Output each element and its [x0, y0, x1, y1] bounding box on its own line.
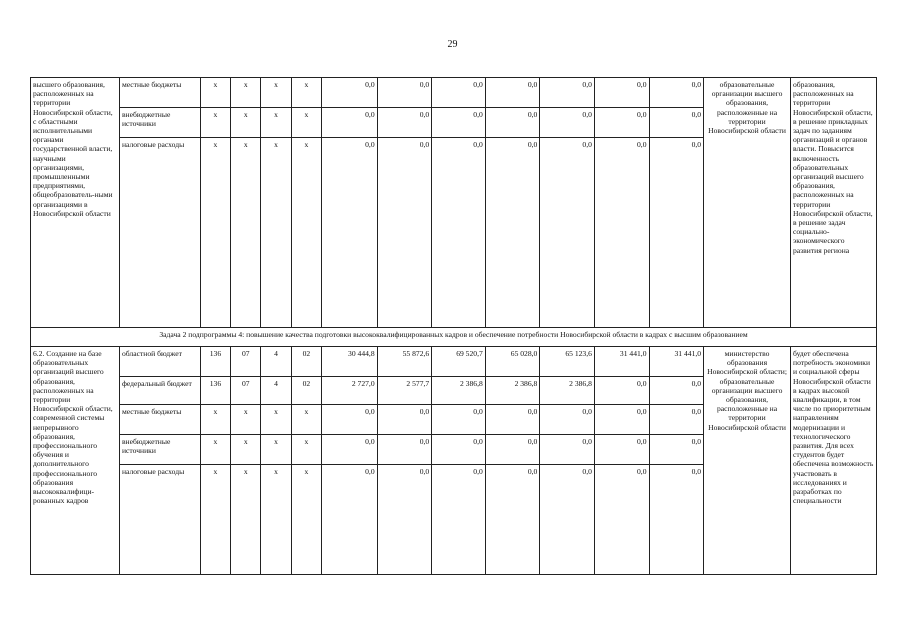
section2-executor: министерство образования Новосибирской области; образовательные организации высшего образования, расположенные на территории Новосибирской области: [704, 347, 791, 575]
amount-cell: 0,0: [377, 78, 432, 108]
funding-source: внебюджетные источники: [119, 435, 200, 465]
amount-cell: 0,0: [649, 435, 704, 465]
amount-cell: 0,0: [649, 465, 704, 575]
amount-cell: 0,0: [485, 405, 540, 435]
budget-code: x: [261, 138, 291, 328]
amount-cell: 0,0: [432, 138, 486, 328]
amount-cell: 31 441,0: [594, 347, 649, 377]
amount-cell: 2 386,8: [432, 377, 486, 405]
budget-code: x: [291, 138, 321, 328]
amount-cell: 0,0: [540, 138, 595, 328]
amount-cell: 0,0: [594, 435, 649, 465]
budget-code: x: [231, 78, 261, 108]
budget-code: x: [261, 108, 291, 138]
amount-cell: 2 577,7: [377, 377, 432, 405]
amount-cell: 0,0: [377, 138, 432, 328]
section2-row: [31, 347, 877, 377]
amount-cell: 0,0: [432, 435, 486, 465]
amount-cell: 0,0: [432, 78, 486, 108]
amount-cell: 0,0: [594, 405, 649, 435]
budget-code: 07: [231, 347, 261, 377]
budget-code: x: [291, 465, 321, 575]
budget-code: 4: [261, 347, 291, 377]
budget-code: 07: [231, 377, 261, 405]
amount-cell: 0,0: [594, 377, 649, 405]
budget-code: x: [200, 435, 230, 465]
budget-code: x: [200, 108, 230, 138]
section1-executor: образовательные организации высшего образования, расположенные на территории Новосибирской области: [704, 78, 791, 328]
budget-code: x: [291, 108, 321, 138]
section1-row: [31, 78, 877, 108]
amount-cell: 0,0: [594, 138, 649, 328]
section1-description: высшего образования, расположенных на территории Новосибирской области, с областными исполнительными органами государственной власти, научными организациями, промышленными предприятиями, общеобразователь-ными организациями в Новосибирской области: [31, 78, 120, 328]
section1-result: образования, расположенных на территории Новосибирской области, в решение прикладных задач по заданиям организаций и органов власти. Повысится включенность образовательных организаций высшего образования, расположенных на территории Новосибирской области, в решение задач социально-экономического развития региона: [791, 78, 877, 328]
amount-cell: 0,0: [649, 78, 704, 108]
amount-cell: 0,0: [649, 138, 704, 328]
task-title: Задача 2 подпрограммы 4: повышение качества подготовки высококвалифицированных кадров и обеспечение потребности Новосибирской области в кадрах с высшим образованием: [31, 328, 877, 347]
budget-code: x: [231, 405, 261, 435]
amount-cell: 0,0: [485, 78, 540, 108]
page-number: 29: [447, 39, 458, 50]
amount-cell: 0,0: [432, 465, 486, 575]
section2-description: 6.2. Создание на базе образовательных организаций высшего образования, расположенных на территории Новосибирской области, современной системы непрерывного образования, профессионального обучения и дополнительного профессионального образования высококвалифици-рованных кадров: [31, 347, 120, 575]
budget-code: x: [231, 435, 261, 465]
amount-cell: 2 727,0: [322, 377, 378, 405]
section2-result: будет обеспечена потребность экономики и социальной сферы Новосибирской области в кадрах высокой квалификации, в том числе по приоритетным направлениям модернизации и технологического развития. Для всех студентов будет обеспечена возможность участвовать в исследованиях и разработках по специальности: [791, 347, 877, 575]
budget-code: x: [261, 78, 291, 108]
amount-cell: 0,0: [485, 465, 540, 575]
funding-source: налоговые расходы: [119, 465, 200, 575]
amount-cell: 31 441,0: [649, 347, 704, 377]
amount-cell: 0,0: [649, 108, 704, 138]
funding-source: федеральный бюджет: [119, 377, 200, 405]
task-row: [31, 328, 877, 347]
amount-cell: 0,0: [485, 108, 540, 138]
budget-code: x: [291, 405, 321, 435]
amount-cell: 0,0: [594, 465, 649, 575]
budget-code: 02: [291, 347, 321, 377]
budget-table: [30, 77, 877, 575]
budget-code: x: [200, 405, 230, 435]
amount-cell: 0,0: [377, 435, 432, 465]
amount-cell: 0,0: [322, 138, 378, 328]
budget-code: 02: [291, 377, 321, 405]
budget-code: x: [231, 465, 261, 575]
budget-code: 4: [261, 377, 291, 405]
amount-cell: 55 872,6: [377, 347, 432, 377]
amount-cell: 0,0: [540, 435, 595, 465]
amount-cell: 0,0: [322, 108, 378, 138]
budget-code: x: [200, 465, 230, 575]
funding-source: внебюджетные источники: [119, 108, 200, 138]
budget-code: x: [261, 465, 291, 575]
amount-cell: 2 386,8: [540, 377, 595, 405]
amount-cell: 0,0: [322, 405, 378, 435]
amount-cell: 0,0: [432, 108, 486, 138]
amount-cell: 0,0: [540, 108, 595, 138]
amount-cell: 69 520,7: [432, 347, 486, 377]
funding-source: налоговые расходы: [119, 138, 200, 328]
amount-cell: 0,0: [485, 138, 540, 328]
amount-cell: 30 444,8: [322, 347, 378, 377]
amount-cell: 0,0: [594, 108, 649, 138]
amount-cell: 65 123,6: [540, 347, 595, 377]
funding-source: местные бюджеты: [119, 78, 200, 108]
amount-cell: 0,0: [540, 465, 595, 575]
budget-code: x: [200, 138, 230, 328]
amount-cell: 0,0: [485, 435, 540, 465]
budget-code: 136: [200, 377, 230, 405]
amount-cell: 0,0: [377, 405, 432, 435]
amount-cell: 0,0: [649, 405, 704, 435]
budget-code: x: [261, 435, 291, 465]
amount-cell: 65 028,0: [485, 347, 540, 377]
budget-code: 136: [200, 347, 230, 377]
budget-code: x: [291, 78, 321, 108]
amount-cell: 0,0: [377, 108, 432, 138]
amount-cell: 0,0: [649, 377, 704, 405]
budget-code: x: [261, 405, 291, 435]
budget-code: x: [291, 435, 321, 465]
amount-cell: 0,0: [432, 405, 486, 435]
amount-cell: 0,0: [594, 78, 649, 108]
amount-cell: 2 386,8: [485, 377, 540, 405]
funding-source: областной бюджет: [119, 347, 200, 377]
budget-code: x: [231, 108, 261, 138]
budget-code: x: [200, 78, 230, 108]
amount-cell: 0,0: [322, 465, 378, 575]
amount-cell: 0,0: [540, 405, 595, 435]
amount-cell: 0,0: [322, 78, 378, 108]
amount-cell: 0,0: [322, 435, 378, 465]
amount-cell: 0,0: [540, 78, 595, 108]
amount-cell: 0,0: [377, 465, 432, 575]
budget-code: x: [231, 138, 261, 328]
funding-source: местные бюджеты: [119, 405, 200, 435]
